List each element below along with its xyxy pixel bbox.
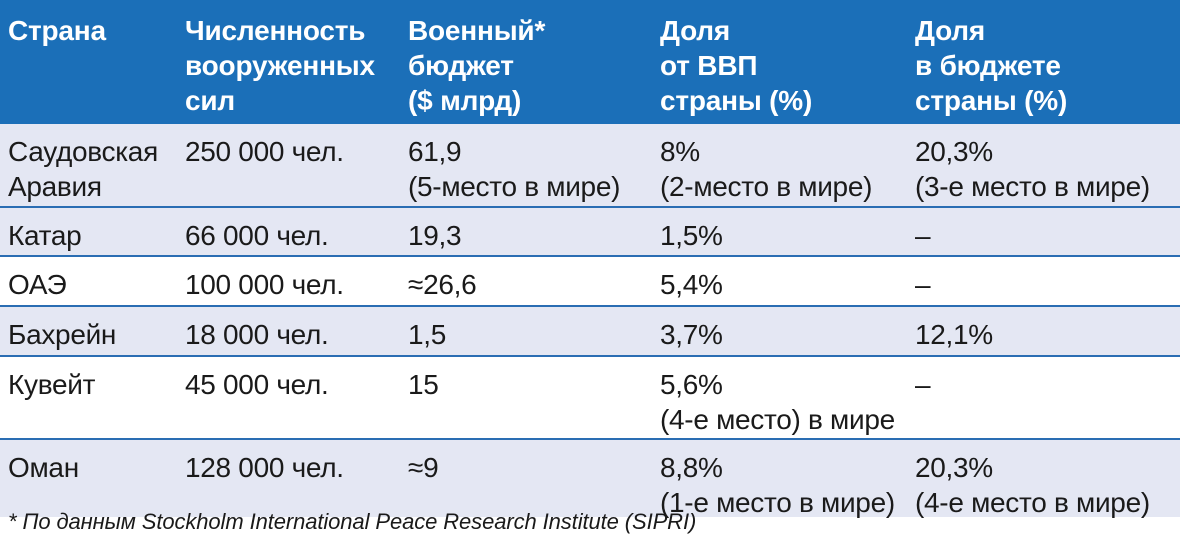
cell-budget-share: 12,1% [915,319,993,350]
cell-country: Кувейт [8,369,96,400]
cell-gdp-share: 5,6% (4-е место) в мире [660,369,895,435]
cell-budget: 19,3 [408,220,462,251]
table-row [0,307,1180,357]
table-row [0,208,1180,257]
cell-budget-share: – [915,220,931,251]
cell-gdp-share: 5,4% [660,269,723,300]
header-budget: Военный* бюджет ($ млрд) [408,15,546,116]
cell-budget: 61,9 (5-место в мире) [408,136,621,202]
table-row [0,257,1180,307]
header-forces: Численность вооруженных сил [185,15,375,116]
header-gdp-share: Доля от ВВП страны (%) [660,15,813,116]
cell-forces: 100 000 чел. [185,269,344,300]
table-row [0,440,1180,517]
cell-forces: 45 000 чел. [185,369,329,400]
cell-country: Оман [8,452,79,483]
cell-forces: 18 000 чел. [185,319,329,350]
cell-forces: 128 000 чел. [185,452,344,483]
header-budget-share: Доля в бюджете страны (%) [915,15,1068,116]
cell-gdp-share: 8,8% (1-е место в мире) [660,452,895,518]
cell-budget-share: 20,3% (3-е место в мире) [915,136,1150,202]
cell-country: Катар [8,220,82,251]
cell-forces: 66 000 чел. [185,220,329,251]
cell-country: Саудовская Аравия [8,136,158,202]
cell-gdp-share: 8% (2-место в мире) [660,136,873,202]
table-row [0,124,1180,208]
cell-budget-share: – [915,369,931,400]
footnote: * По данным Stockholm International Peace Research Institute (SIPRI) [8,509,697,534]
cell-budget: ≈26,6 [408,269,477,300]
header-country: Страна [8,15,106,46]
cell-budget-share: 20,3% (4-е место в мире) [915,452,1150,518]
cell-budget: 15 [408,369,439,400]
cell-budget: ≈9 [408,452,439,483]
table-header [0,0,1180,124]
cell-gdp-share: 3,7% [660,319,723,350]
cell-budget-share: – [915,269,931,300]
table-row [0,357,1180,440]
cell-gdp-share: 1,5% [660,220,723,251]
cell-country: ОАЭ [8,269,67,300]
cell-forces: 250 000 чел. [185,136,344,167]
cell-budget: 1,5 [408,319,447,350]
cell-country: Бахрейн [8,319,117,350]
